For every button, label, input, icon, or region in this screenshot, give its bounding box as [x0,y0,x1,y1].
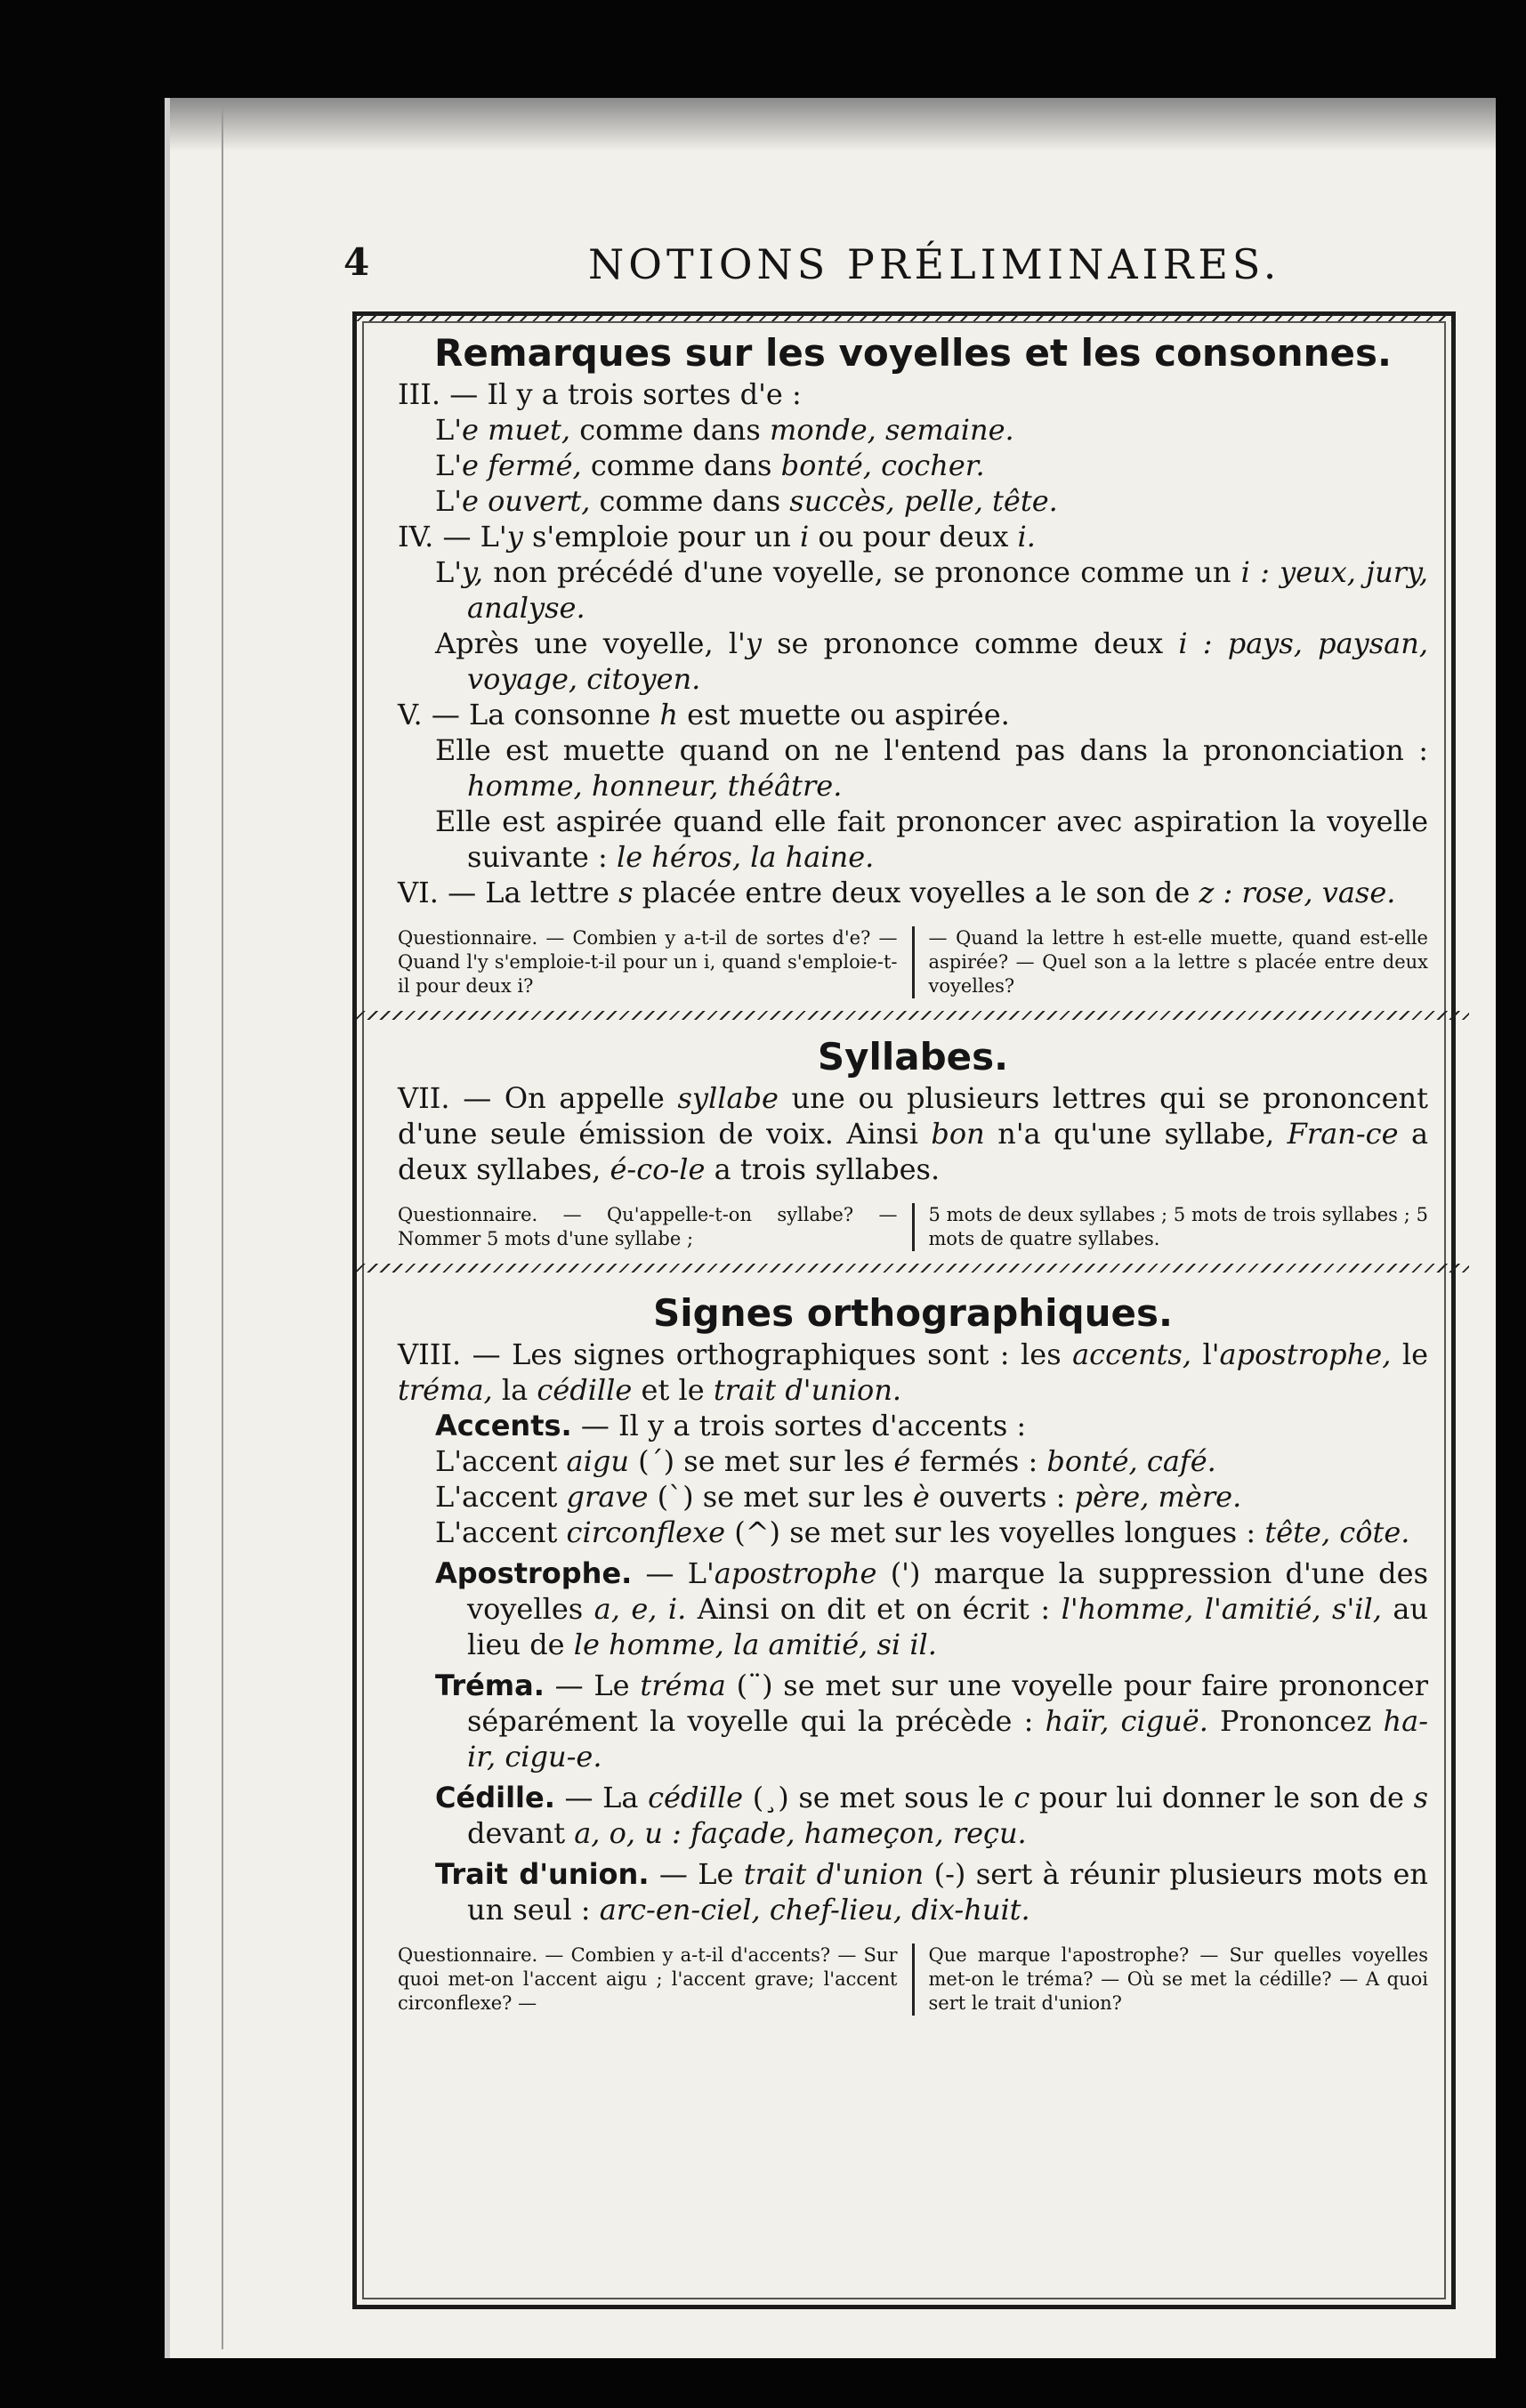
questionnaire-right: 5 mots de deux syllabes ; 5 mots de trois syllabes ; 5 mots de quatre syllabes. [912,1203,1429,1251]
trait-union-rule: Trait d'union. — Le trait d'union (-) sert à réunir plusieurs mots en un seul : arc-en-ciel, chef-lieu, dix-huit. [435,1857,1429,1927]
rule-vi: VI. — La lettre s placée entre deux voyelles a le son de z : rose, vase. [398,876,1396,909]
y-apres-voyelle: Après une voyelle, l'y se prononce comme deux i : pays, paysan, voyage, citoyen. [435,626,1429,696]
e-ferme-line: L'e fermé, comme dans bonté, cocher. [435,448,985,482]
rule-v: V. — La consonne h est muette ou aspirée. [398,698,1010,731]
page-number: 4 [343,240,370,284]
h-aspiree: Elle est aspirée quand elle fait prononcer avec aspiration la voyelle suivante : le héros, la haine. [435,804,1428,874]
questionnaire-1 [398,926,1428,998]
questionnaire-left: Questionnaire. — Combien y a-t-il d'accents? — Sur quoi met-on l'accent aigu ; l'accent grave; l'accent circonflexe? — [398,1944,898,2014]
questionnaire-2 [398,1203,1428,1251]
trema-rule: Tréma. — Le tréma (¨) se met sur une voyelle pour faire prononcer séparément la voyelle qui la précède : haïr, ciguë. Prononcez ha-ir, cigu-e. [435,1669,1429,1774]
apostrophe-rule: Apostrophe. — L'apostrophe (') marque la suppression d'une des voyelles a, e, i. Ainsi on dit et on écrit : l'homme, l'amitié, s'il, au lieu de le homme, la amitié, si il. [435,1556,1429,1661]
questionnaire-3 [398,1943,1428,2016]
ornament-rule [357,1011,1469,1020]
running-title: NOTIONS PRÉLIMINAIRES. [588,240,1281,288]
frame-content [398,316,1428,2016]
rule-viii: VIII. — Les signes orthographiques sont : les accents, l'apostrophe, le tréma, la cédille et le trait d'union. [398,1337,1429,1407]
scanned-page [165,98,1496,2358]
e-muet-line: L'e muet, comme dans monde, semaine. [435,413,1014,447]
section-signes [398,1273,1428,2016]
cedille-rule: Cédille. — La cédille (¸) se met sous le c pour lui donner le son de s devant a, o, u : façade, hameçon, reçu. [435,1781,1429,1850]
rule-vii: VII. — On appelle syllabe une ou plusieurs lettres qui se prononcent d'une seule émission de voix. Ainsi bon n'a qu'une syllabe, Fran-ce a deux syllabes, é-co-le a trois syllabes. [398,1081,1429,1186]
running-head [170,240,1496,294]
section-title: Remarques sur les voyelles et les consonnes. [434,331,1392,375]
questionnaire-right: Que marque l'apostrophe? — Sur quelles voyelles met-on le tréma? — Où se met la cédille? — A quoi sert le trait d'union? [912,1943,1429,2016]
accent-circonflexe: L'accent circonflexe (^) se met sur les voyelles longues : tête, côte. [435,1515,1410,1549]
rule-iii: III. — Il y a trois sortes d'e : [398,377,802,411]
accent-aigu: L'accent aigu (´) se met sur les é fermés : bonté, café. [435,1444,1216,1478]
questionnaire-left: Questionnaire. — Qu'appelle-t-on syllabe? — Nommer 5 mots d'une syllabe ; [398,1204,898,1249]
e-ouvert-line: L'e ouvert, comme dans succès, pelle, tête. [435,484,1058,518]
section-title: Syllabes. [817,1035,1009,1079]
rule-iv: IV. — L'y s'emploie pour un i ou pour deux i. [398,520,1036,554]
y-non-precede: L'y, non précédé d'une voyelle, se prononce comme un i : yeux, jury, analyse. [435,555,1428,625]
questionnaire-left: Questionnaire. — Combien y a-t-il de sortes d'e? — Quand l'y s'emploie-t-il pour un i, quand s'emploie-t-il pour deux i? [398,927,898,997]
h-muette: Elle est muette quand on ne l'entend pas dans la prononciation : homme, honneur, théâtre. [435,733,1428,803]
section-syllabes [398,1020,1428,1251]
content-frame [352,311,1456,2309]
section-voyelles-consonnes [398,316,1428,998]
ornament-rule [357,1264,1469,1273]
questionnaire-right: — Quand la lettre h est-elle muette, quand est-elle aspirée? — Quel son a la lettre s placée entre deux voyelles? [912,926,1429,998]
binding-edge [222,107,223,2349]
accents-heading: Accents. — Il y a trois sortes d'accents : [435,1409,1027,1442]
section-title: Signes orthographiques. [652,1291,1173,1335]
accent-grave: L'accent grave (`) se met sur les è ouverts : père, mère. [435,1480,1242,1514]
